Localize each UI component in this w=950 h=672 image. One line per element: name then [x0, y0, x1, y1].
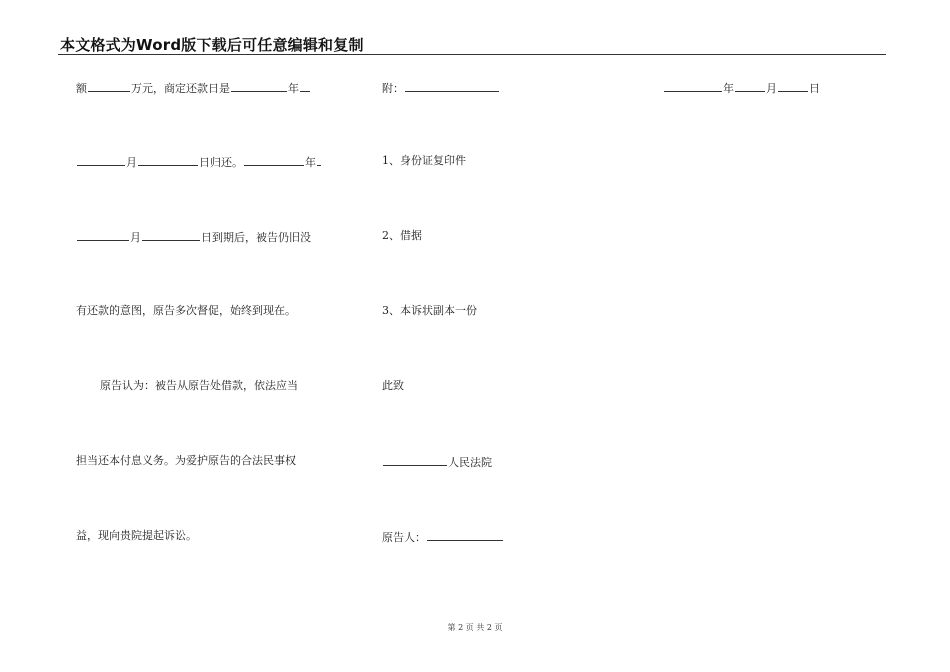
blank-field: [317, 154, 321, 166]
left-line-6: 担当还本付息义务。为爱护原告的合法民事权: [76, 454, 296, 467]
footer-gong: 共: [476, 623, 485, 632]
attachment-item-2: 2、借据: [382, 229, 422, 242]
left-line-7: 益，现向贵院提起诉讼。: [76, 529, 197, 542]
blank-field: [427, 529, 503, 541]
date-line: [663, 80, 820, 96]
court-label: 人民法院: [448, 456, 492, 469]
text: 日归还。: [199, 156, 243, 169]
attachment-item-3: 3、本诉状副本一份: [382, 304, 477, 317]
document-header-title: 本文格式为Word版下载后可任意编辑和复制: [60, 36, 364, 54]
left-line-2: [76, 154, 322, 170]
attachment-item-1: 1、身份证复印件: [382, 154, 466, 167]
left-line-5: 原告认为：被告从原告处借款，依法应当: [100, 379, 298, 392]
text: 年: [305, 156, 316, 169]
attachment-line: [382, 80, 500, 96]
page-footer: [0, 622, 950, 633]
footer-di: 第: [447, 623, 456, 632]
text: 月: [130, 231, 141, 244]
text: 额: [76, 82, 87, 95]
text: 万元，商定还款日是: [131, 82, 230, 95]
header-divider: [58, 54, 886, 55]
blank-field: [383, 454, 447, 466]
footer-ye2: 页: [494, 623, 503, 632]
blank-field: [142, 229, 200, 241]
attachment-label: 附：: [382, 82, 404, 95]
footer-total-pages: 2: [486, 623, 492, 632]
text: 日到期后，被告仍旧没: [201, 231, 311, 244]
plaintiff-line: [382, 529, 504, 545]
date-month-label: 月: [766, 82, 777, 95]
left-line-3: [76, 229, 311, 245]
blank-field: [77, 229, 129, 241]
blank-field: [735, 80, 765, 92]
left-line-4: 有还款的意图，原告多次督促，始终到现在。: [76, 304, 296, 317]
left-line-1: [76, 80, 311, 96]
text: 月: [126, 156, 137, 169]
blank-field: [664, 80, 722, 92]
blank-field: [231, 80, 287, 92]
plaintiff-label: 原告人：: [382, 531, 426, 544]
blank-field: [778, 80, 808, 92]
blank-field: [88, 80, 130, 92]
blank-field: [138, 154, 198, 166]
salutation-cizhi: 此致: [382, 379, 404, 392]
footer-ye: 页: [465, 623, 474, 632]
blank-field: [405, 80, 499, 92]
court-line: [382, 454, 492, 470]
footer-page-number: 2: [458, 623, 464, 632]
blank-field: [300, 80, 310, 92]
date-year-label: 年: [723, 82, 734, 95]
date-day-label: 日: [809, 82, 820, 95]
blank-field: [244, 154, 304, 166]
text: 年: [288, 82, 299, 95]
blank-field: [77, 154, 125, 166]
